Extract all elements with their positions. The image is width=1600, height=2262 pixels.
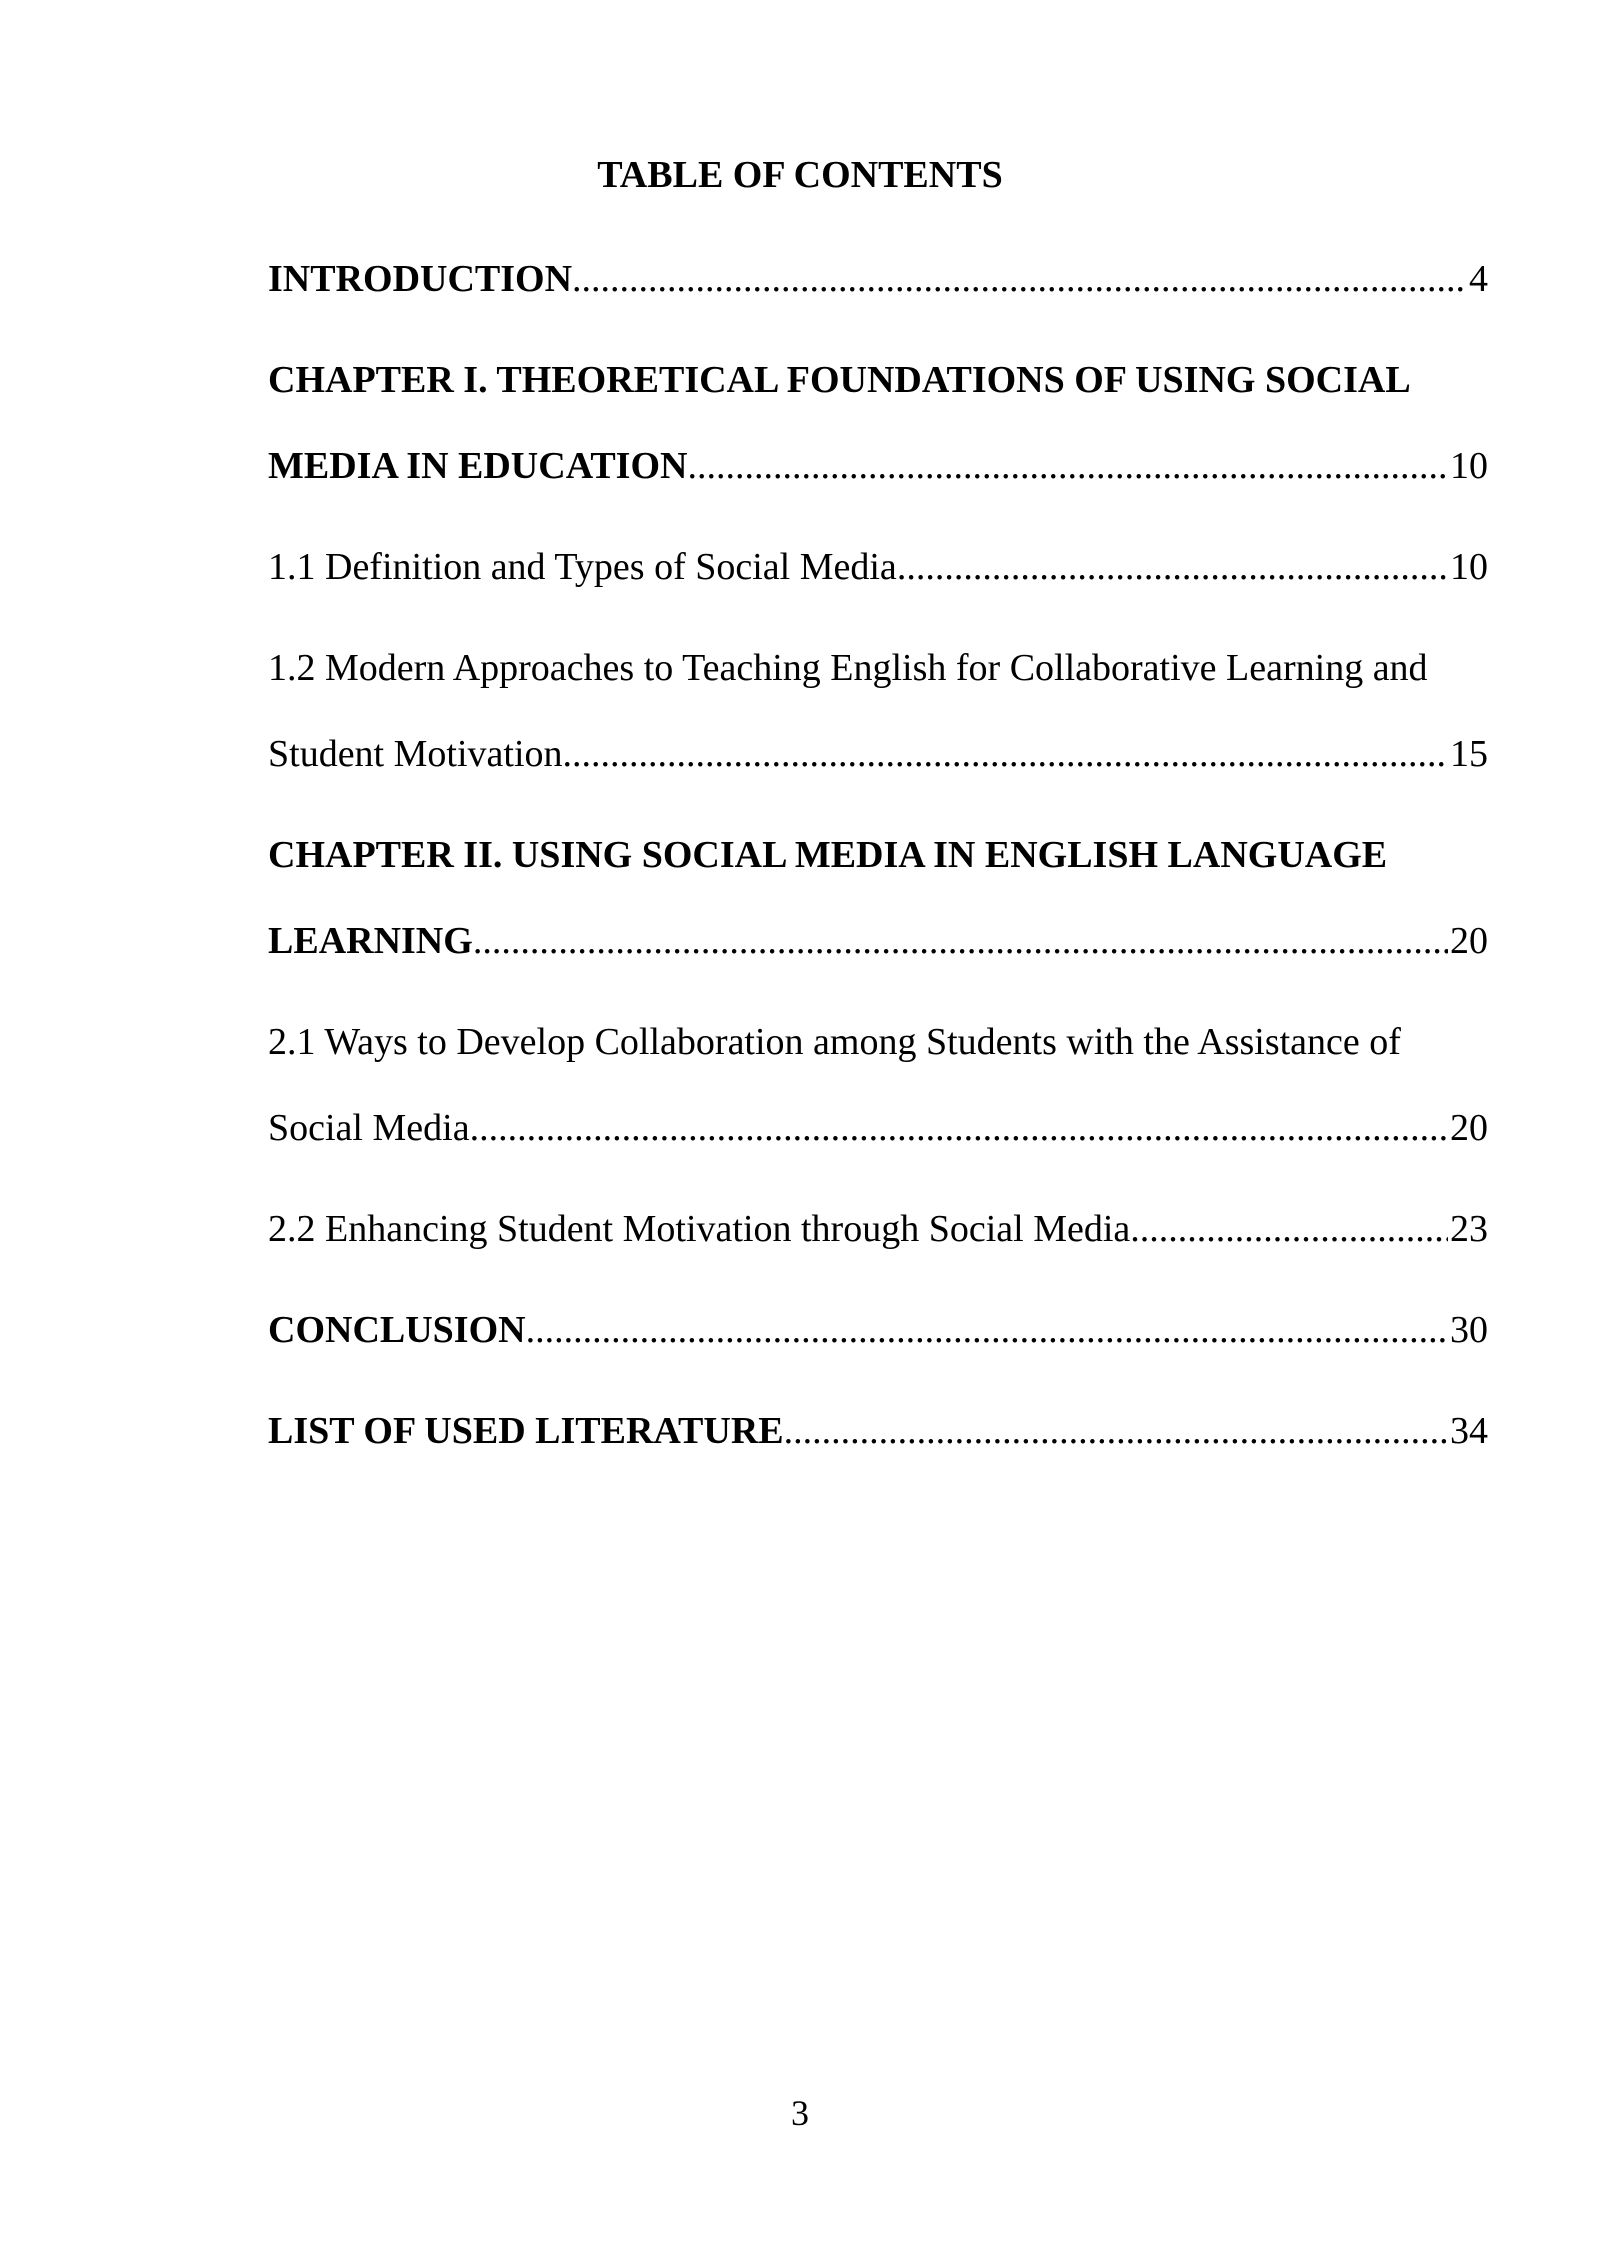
dot-leader <box>470 1085 1448 1171</box>
toc-entry-2-1[interactable] <box>268 999 1488 1171</box>
toc-page-number: 4 <box>1469 258 1488 300</box>
toc-line <box>268 337 1488 423</box>
toc-line <box>268 423 1488 509</box>
dot-leader <box>1130 1186 1448 1272</box>
toc-entry-title: CHAPTER II. USING SOCIAL MEDIA IN ENGLISH LANGUAGE <box>268 834 1388 876</box>
toc-entry-title: 1.1 Definition and Types of Social Media <box>268 546 897 588</box>
page-title: TABLE OF CONTENTS <box>597 154 1003 196</box>
table-of-contents <box>268 236 1488 1474</box>
toc-entry-conclusion[interactable] <box>268 1287 1488 1373</box>
toc-entry-chapter-2[interactable] <box>268 812 1488 984</box>
toc-entry-title-cont: LEARNING <box>268 920 473 962</box>
toc-page-number: 15 <box>1450 733 1488 775</box>
toc-line <box>268 898 1488 984</box>
toc-line <box>268 524 1488 610</box>
toc-page-number: 34 <box>1450 1410 1488 1452</box>
toc-line <box>268 625 1488 711</box>
toc-line <box>268 812 1488 898</box>
toc-entry-title: 2.2 Enhancing Student Motivation through Social Media <box>268 1208 1131 1250</box>
toc-entry-title: LIST OF USED LITERATURE <box>268 1410 784 1452</box>
toc-line <box>268 1186 1488 1272</box>
dot-leader <box>473 898 1448 984</box>
toc-page-number: 23 <box>1450 1208 1488 1250</box>
dot-leader <box>563 711 1449 797</box>
toc-entry-title-cont: Social Media <box>268 1107 470 1149</box>
toc-entry-introduction[interactable] <box>268 236 1488 322</box>
toc-entry-title-cont: Student Motivation <box>268 733 563 775</box>
toc-entry-title: 1.2 Modern Approaches to Teaching English for Collaborative Learning and <box>268 647 1428 689</box>
toc-line <box>268 711 1488 797</box>
toc-page-number: 30 <box>1450 1309 1488 1351</box>
toc-page-number: 20 <box>1450 1107 1488 1149</box>
dot-leader <box>897 524 1448 610</box>
toc-line <box>268 1287 1488 1373</box>
toc-entry-chapter-1[interactable] <box>268 337 1488 509</box>
dot-leader <box>526 1287 1448 1373</box>
toc-entry-1-2[interactable] <box>268 625 1488 797</box>
page-number: 3 <box>791 2093 809 2133</box>
toc-entry-title-cont: MEDIA IN EDUCATION <box>268 445 688 487</box>
toc-line <box>268 999 1488 1085</box>
toc-page-number: 10 <box>1450 546 1488 588</box>
dot-leader <box>572 236 1467 322</box>
toc-entry-title: INTRODUCTION <box>268 258 573 300</box>
toc-line <box>268 1388 1488 1474</box>
toc-entry-1-1[interactable] <box>268 524 1488 610</box>
toc-page-number: 10 <box>1450 445 1488 487</box>
toc-entry-title: CHAPTER I. THEORETICAL FOUNDATIONS OF USING SOCIAL <box>268 359 1411 401</box>
toc-entry-title: 2.1 Ways to Develop Collaboration among Students with the Assistance of <box>268 1021 1401 1063</box>
toc-page-number: 20 <box>1450 920 1488 962</box>
dot-leader <box>687 423 1448 509</box>
toc-line <box>268 236 1488 322</box>
toc-line <box>268 1085 1488 1171</box>
dot-leader <box>784 1388 1448 1474</box>
toc-entry-literature[interactable] <box>268 1388 1488 1474</box>
toc-entry-2-2[interactable] <box>268 1186 1488 1272</box>
toc-entry-title: CONCLUSION <box>268 1309 526 1351</box>
